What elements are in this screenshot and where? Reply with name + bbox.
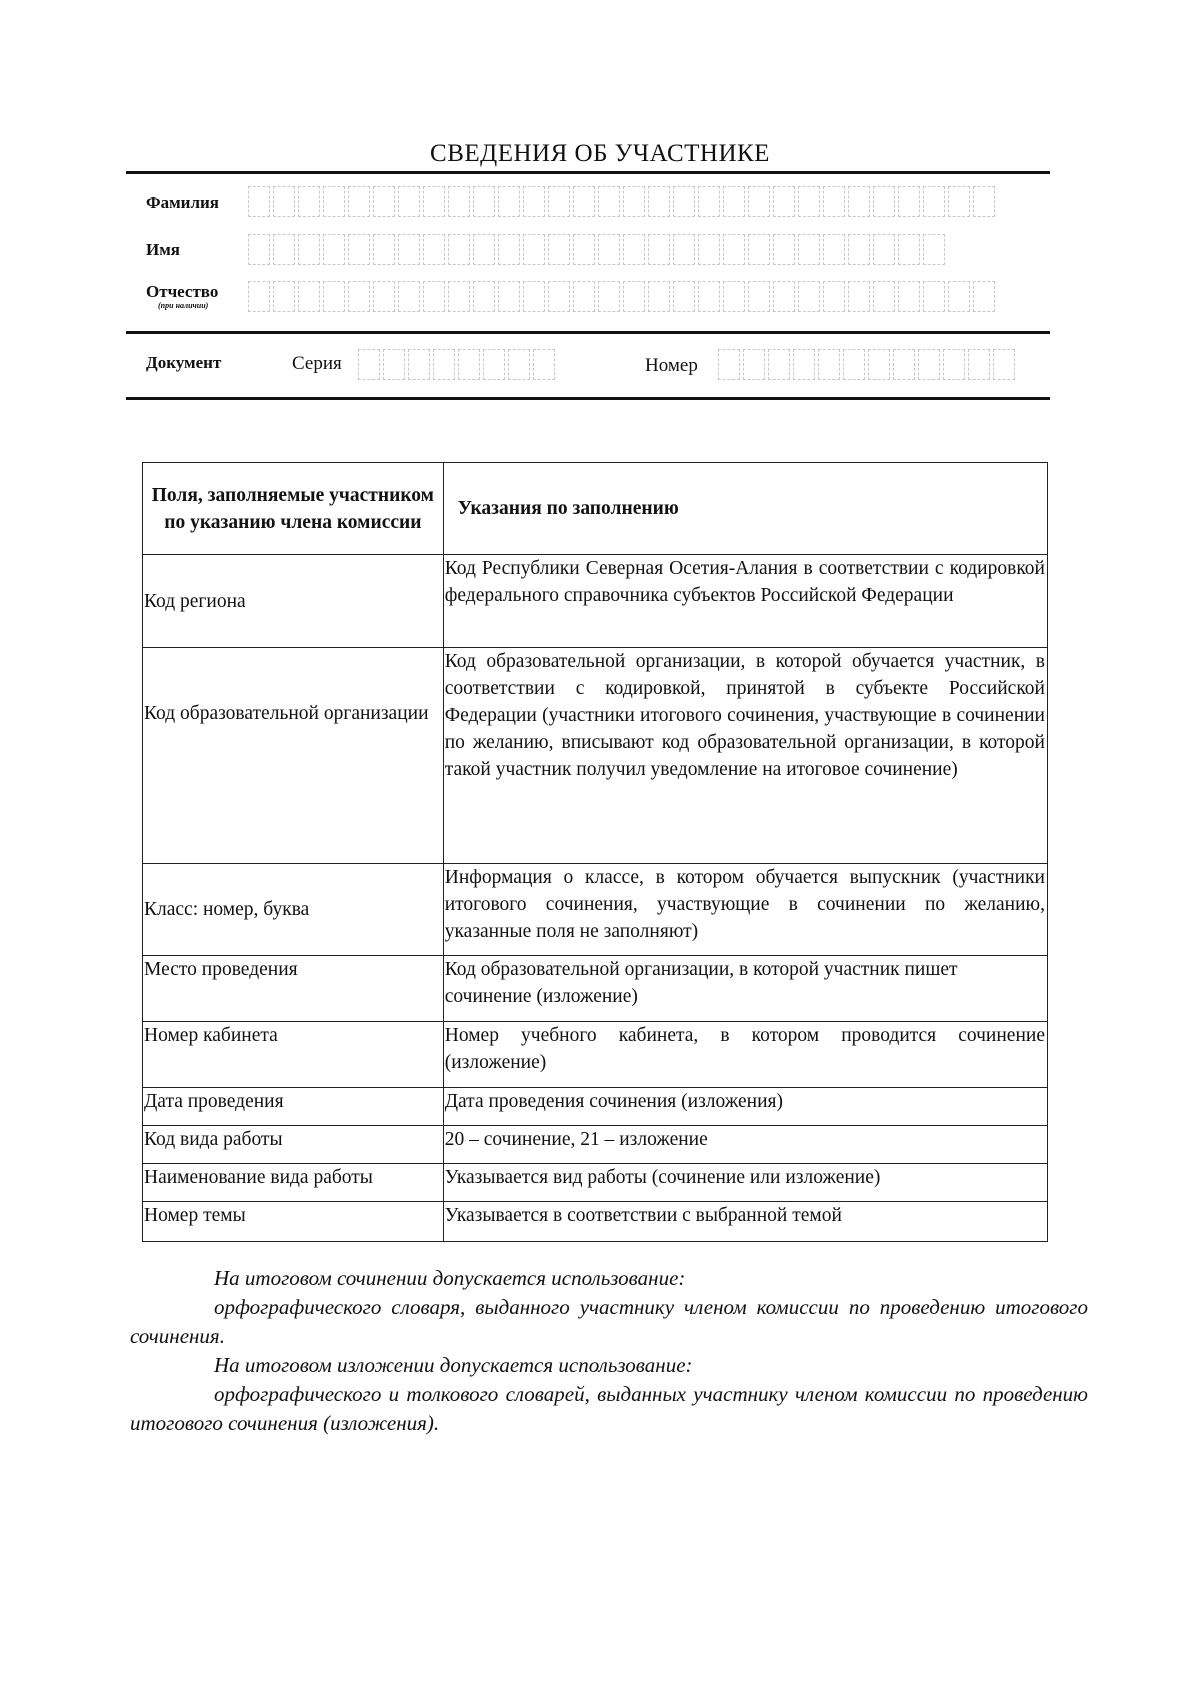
letter-cell[interactable] bbox=[398, 281, 420, 312]
instructions-table bbox=[142, 462, 1048, 1242]
letter-cell[interactable] bbox=[508, 349, 530, 380]
letter-cell[interactable] bbox=[358, 349, 380, 380]
letter-cell[interactable] bbox=[968, 349, 990, 380]
letter-cell[interactable] bbox=[598, 186, 620, 217]
letter-cell[interactable] bbox=[498, 234, 520, 265]
series-label: Серия bbox=[292, 353, 342, 374]
usage-notes bbox=[130, 1264, 1088, 1438]
field-instruction: Код образовательной организации, в которой участник пишет сочинение (изложение) bbox=[443, 956, 1047, 1022]
letter-cell[interactable] bbox=[748, 186, 770, 217]
letter-cell[interactable] bbox=[398, 186, 420, 217]
letter-cell[interactable] bbox=[523, 281, 545, 312]
letter-cell[interactable] bbox=[623, 281, 645, 312]
letter-cell[interactable] bbox=[673, 186, 695, 217]
letter-cell[interactable] bbox=[768, 349, 790, 380]
letter-cell[interactable] bbox=[698, 186, 720, 217]
header-col-instructions: Указания по заполнению bbox=[443, 463, 1047, 555]
letter-cell[interactable] bbox=[423, 186, 445, 217]
letter-cell[interactable] bbox=[573, 234, 595, 265]
letter-cell[interactable] bbox=[548, 281, 570, 312]
letter-cell[interactable] bbox=[623, 234, 645, 265]
letter-cell[interactable] bbox=[348, 186, 370, 217]
field-name: Код региона bbox=[143, 555, 444, 648]
letter-cell[interactable] bbox=[323, 234, 345, 265]
field-instruction: Код образовательной организации, в которой обучается участник, в соответствии с кодировкой, принятой в субъекте Российской Федерации (участники итогового сочинения, участвующие в сочинении по желанию, вписывают код образовательной организации, в которой такой участник получил уведомление на итоговое сочинение) bbox=[443, 648, 1047, 864]
letter-cell[interactable] bbox=[773, 186, 795, 217]
letter-cell[interactable] bbox=[848, 186, 870, 217]
letter-cell[interactable] bbox=[423, 234, 445, 265]
letter-cell[interactable] bbox=[298, 186, 320, 217]
letter-cell[interactable] bbox=[473, 281, 495, 312]
letter-cell[interactable] bbox=[248, 186, 270, 217]
table-row bbox=[143, 1126, 1048, 1164]
surname-label: Фамилия bbox=[146, 193, 220, 212]
letter-cell[interactable] bbox=[823, 281, 845, 312]
letter-cell[interactable] bbox=[523, 186, 545, 217]
letter-cell[interactable] bbox=[598, 234, 620, 265]
patronymic-note: (при наличии) bbox=[158, 301, 209, 310]
letter-cell[interactable] bbox=[458, 349, 480, 380]
letter-cell[interactable] bbox=[993, 349, 1015, 380]
letter-cell[interactable] bbox=[723, 281, 745, 312]
letter-cell[interactable] bbox=[873, 234, 895, 265]
table-row bbox=[143, 956, 1048, 1022]
letter-cell[interactable] bbox=[893, 349, 915, 380]
letter-cell[interactable] bbox=[648, 234, 670, 265]
header-divider-bottom bbox=[126, 397, 1050, 400]
letter-cell[interactable] bbox=[373, 234, 395, 265]
letter-cell[interactable] bbox=[798, 281, 820, 312]
letter-cell[interactable] bbox=[673, 234, 695, 265]
letter-cell[interactable] bbox=[248, 281, 270, 312]
letter-cell[interactable] bbox=[798, 186, 820, 217]
number-label: Номер bbox=[645, 355, 698, 376]
letter-cell[interactable] bbox=[323, 281, 345, 312]
letter-cell[interactable] bbox=[498, 281, 520, 312]
letter-cell[interactable] bbox=[423, 281, 445, 312]
letter-cell[interactable] bbox=[698, 281, 720, 312]
table-row bbox=[143, 555, 1048, 648]
letter-cell[interactable] bbox=[533, 349, 555, 380]
page-title: СВЕДЕНИЯ ОБ УЧАСТНИКЕ bbox=[430, 140, 770, 167]
header-divider-middle bbox=[126, 331, 1050, 334]
letter-cell[interactable] bbox=[898, 281, 920, 312]
letter-cell[interactable] bbox=[698, 234, 720, 265]
letter-cell[interactable] bbox=[298, 234, 320, 265]
field-name: Наименование вида работы bbox=[143, 1164, 444, 1202]
letter-cell[interactable] bbox=[623, 186, 645, 217]
table-row bbox=[143, 1088, 1048, 1126]
field-name: Код образовательной организации bbox=[143, 648, 444, 864]
field-name: Номер кабинета bbox=[143, 1022, 444, 1088]
letter-cell[interactable] bbox=[723, 186, 745, 217]
field-instruction: Указывается вид работы (сочинение или изложение) bbox=[443, 1164, 1047, 1202]
essay-detail: орфографического словаря, выданного участнику членом комиссии по проведению итогового сочинения. bbox=[130, 1295, 1088, 1348]
surname-cells[interactable] bbox=[248, 186, 995, 217]
letter-cell[interactable] bbox=[523, 234, 545, 265]
letter-cell[interactable] bbox=[448, 186, 470, 217]
exposition-detail: орфографического и толкового словарей, выданных участнику членом комиссии по проведению итогового сочинения (изложения). bbox=[130, 1382, 1088, 1435]
letter-cell[interactable] bbox=[773, 281, 795, 312]
letter-cell[interactable] bbox=[248, 234, 270, 265]
number-cells[interactable] bbox=[718, 349, 1015, 380]
letter-cell[interactable] bbox=[873, 186, 895, 217]
letter-cell[interactable] bbox=[793, 349, 815, 380]
letter-cell[interactable] bbox=[948, 186, 970, 217]
letter-cell[interactable] bbox=[898, 186, 920, 217]
field-name: Дата проведения bbox=[143, 1088, 444, 1126]
letter-cell[interactable] bbox=[548, 234, 570, 265]
letter-cell[interactable] bbox=[773, 234, 795, 265]
field-instruction: Дата проведения сочинения (изложения) bbox=[443, 1088, 1047, 1126]
letter-cell[interactable] bbox=[573, 281, 595, 312]
letter-cell[interactable] bbox=[323, 186, 345, 217]
header-col-fields: Поля, заполняемые участником по указанию члена комиссии bbox=[143, 463, 444, 555]
letter-cell[interactable] bbox=[873, 281, 895, 312]
letter-cell[interactable] bbox=[348, 281, 370, 312]
field-name: Код вида работы bbox=[143, 1126, 444, 1164]
field-instruction: 20 – сочинение, 21 – изложение bbox=[443, 1126, 1047, 1164]
letter-cell[interactable] bbox=[573, 186, 595, 217]
letter-cell[interactable] bbox=[823, 186, 845, 217]
field-instruction: Указывается в соответствии с выбранной темой bbox=[443, 1202, 1047, 1242]
letter-cell[interactable] bbox=[898, 234, 920, 265]
series-cells[interactable] bbox=[358, 349, 555, 380]
letter-cell[interactable] bbox=[398, 234, 420, 265]
letter-cell[interactable] bbox=[433, 349, 455, 380]
letter-cell[interactable] bbox=[273, 234, 295, 265]
letter-cell[interactable] bbox=[723, 234, 745, 265]
letter-cell[interactable] bbox=[598, 281, 620, 312]
letter-cell[interactable] bbox=[748, 234, 770, 265]
letter-cell[interactable] bbox=[473, 234, 495, 265]
letter-cell[interactable] bbox=[483, 349, 505, 380]
essay-intro: На итоговом сочинении допускается использование: bbox=[214, 1266, 686, 1290]
letter-cell[interactable] bbox=[923, 186, 945, 217]
letter-cell[interactable] bbox=[748, 281, 770, 312]
table-row bbox=[143, 648, 1048, 864]
patronymic-cells[interactable] bbox=[248, 281, 995, 312]
letter-cell[interactable] bbox=[818, 349, 840, 380]
letter-cell[interactable] bbox=[373, 281, 395, 312]
header-divider-top bbox=[126, 171, 1050, 174]
field-instruction: Код Республики Северная Осетия-Алания в соответствии с кодировкой федерального справочника субъектов Российской Федерации bbox=[443, 555, 1047, 648]
letter-cell[interactable] bbox=[448, 281, 470, 312]
letter-cell[interactable] bbox=[273, 281, 295, 312]
letter-cell[interactable] bbox=[448, 234, 470, 265]
letter-cell[interactable] bbox=[498, 186, 520, 217]
letter-cell[interactable] bbox=[843, 349, 865, 380]
field-name: Место проведения bbox=[143, 956, 444, 1022]
table-row bbox=[143, 1022, 1048, 1088]
document-label: Документ bbox=[146, 353, 222, 372]
letter-cell[interactable] bbox=[373, 186, 395, 217]
letter-cell[interactable] bbox=[973, 281, 995, 312]
letter-cell[interactable] bbox=[743, 349, 765, 380]
letter-cell[interactable] bbox=[973, 186, 995, 217]
letter-cell[interactable] bbox=[918, 349, 940, 380]
letter-cell[interactable] bbox=[823, 234, 845, 265]
field-instruction: Номер учебного кабинета, в котором проводится сочинение (изложение) bbox=[443, 1022, 1047, 1088]
letter-cell[interactable] bbox=[648, 186, 670, 217]
letter-cell[interactable] bbox=[848, 234, 870, 265]
letter-cell[interactable] bbox=[383, 349, 405, 380]
exposition-intro: На итоговом изложении допускается использование: bbox=[214, 1353, 693, 1377]
field-name: Класс: номер, буква bbox=[143, 864, 444, 956]
field-name: Номер темы bbox=[143, 1202, 444, 1242]
letter-cell[interactable] bbox=[273, 186, 295, 217]
letter-cell[interactable] bbox=[298, 281, 320, 312]
letter-cell[interactable] bbox=[923, 234, 945, 265]
table-row bbox=[143, 864, 1048, 956]
letter-cell[interactable] bbox=[473, 186, 495, 217]
letter-cell[interactable] bbox=[943, 349, 965, 380]
letter-cell[interactable] bbox=[923, 281, 945, 312]
letter-cell[interactable] bbox=[548, 186, 570, 217]
name-cells[interactable] bbox=[248, 234, 945, 265]
table-row bbox=[143, 1202, 1048, 1242]
letter-cell[interactable] bbox=[948, 281, 970, 312]
table-header-row bbox=[143, 463, 1048, 555]
patronymic-label: Отчество bbox=[146, 282, 219, 301]
letter-cell[interactable] bbox=[798, 234, 820, 265]
letter-cell[interactable] bbox=[348, 234, 370, 265]
name-label: Имя bbox=[146, 240, 180, 259]
letter-cell[interactable] bbox=[408, 349, 430, 380]
letter-cell[interactable] bbox=[868, 349, 890, 380]
letter-cell[interactable] bbox=[673, 281, 695, 312]
letter-cell[interactable] bbox=[848, 281, 870, 312]
letter-cell[interactable] bbox=[648, 281, 670, 312]
table-row bbox=[143, 1164, 1048, 1202]
letter-cell[interactable] bbox=[718, 349, 740, 380]
field-instruction: Информация о классе, в котором обучается выпускник (участники итогового сочинения, участвующие в сочинении по желанию, указанные поля не заполняют) bbox=[443, 864, 1047, 956]
